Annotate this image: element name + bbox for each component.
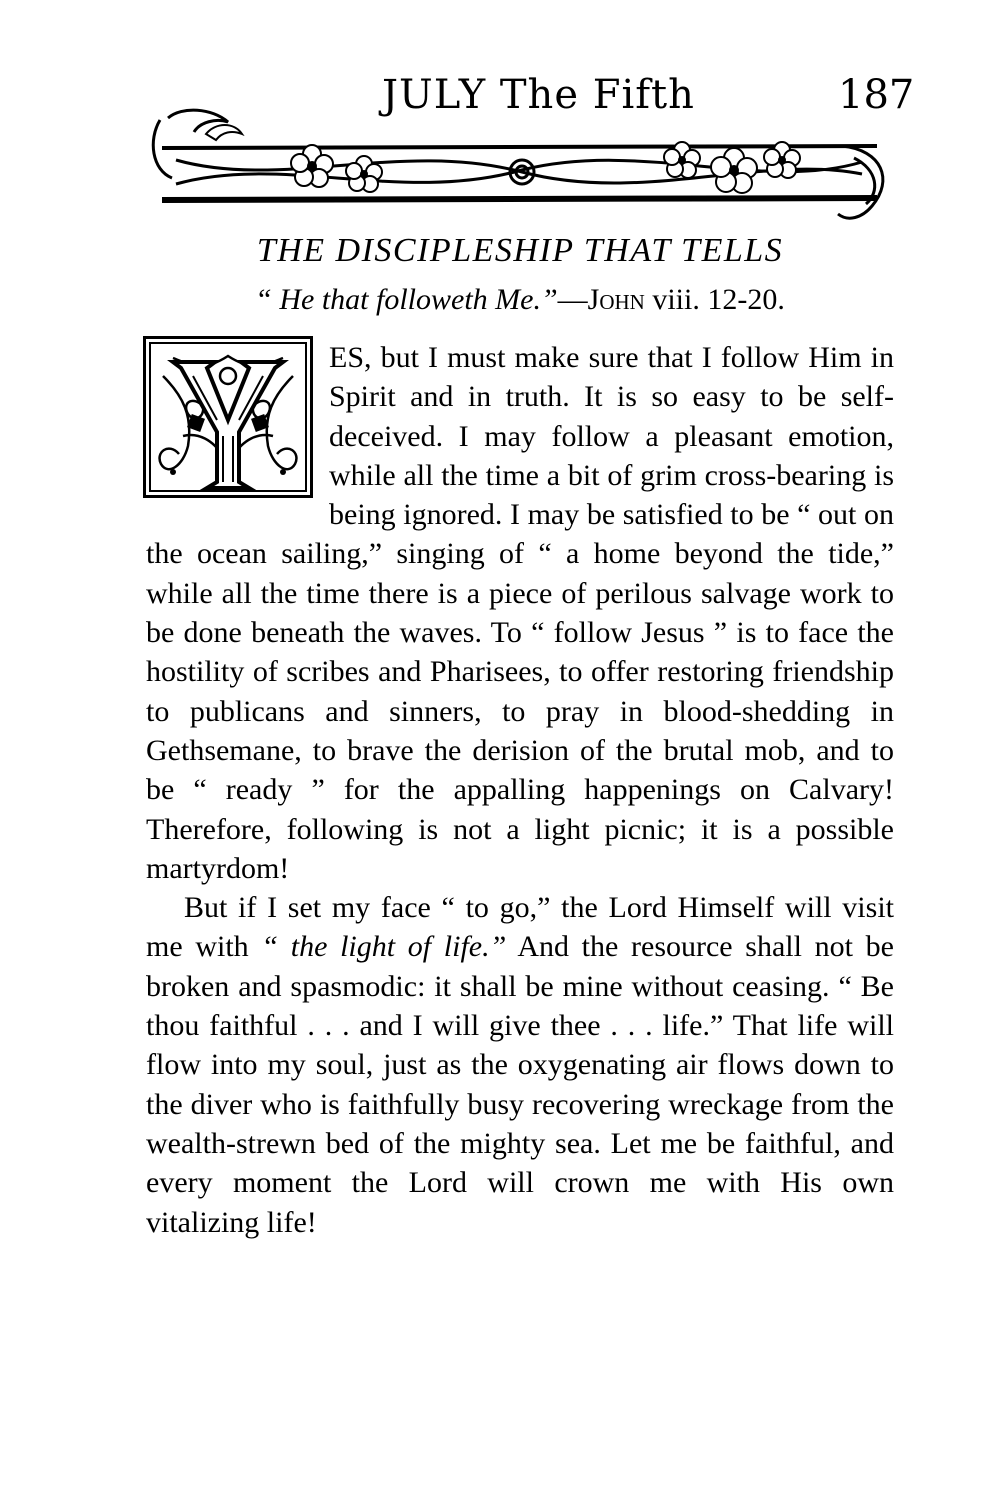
epigraph-reference: viii. 12-20.: [644, 283, 785, 316]
paragraph-2-emphasis: “ the light of life.”: [261, 930, 507, 964]
paragraph-2-text-a: But if I set my face “ to go,” the Lord Himself will visit me with: [146, 891, 894, 964]
paragraph-1-text: ES, but I must make sure that I follow Him in Spirit and in truth. It is so easy to be self-deceived. I may follow a pleasant emotion, while all the time a bit of grim cross-bearing is being ignored. I may be satisfied to be “ out on the ocean sailing,” singing of “ a home beyond the tide,” while all the time there is a piece of perilous salvage work to be done beneath the waves. To “ follow Jesus ” is to face the hostility of scribes and Pharisees, to offer restoring friendship to publicans and sinners, to pray in blood-shedding in Gethsemane, to brave the derision of the brutal mob, and to be “ ready ” for the appalling happenings on Calvary! Therefore, following is not a light picnic; it is a possible martyrdom!: [146, 341, 894, 885]
epigraph-source: John: [587, 283, 645, 316]
paragraph-2: [146, 888, 894, 1242]
floral-headpiece-icon: [142, 100, 898, 240]
paragraph-1: [146, 338, 894, 888]
body-text: [146, 338, 894, 1242]
epigraph-quote: “ He that followeth Me.”: [255, 283, 558, 316]
running-head-title: JULY The Fifth: [382, 72, 695, 118]
paragraph-2-text-b: And the resource shall not be broken and spasmodic: it shall be mine without ceasing. “ Be thou faithful . . . and I will give thee . . . life.” That life will flow into my soul, just as the oxygenating air flows down to the diver who is faithfully busy recovering wreckage from the wealth-strewn bed of the mighty sea. Let me be faithful, and every moment the Lord will crown me with His own vitalizing life!: [146, 930, 894, 1239]
epigraph-dash: —: [557, 283, 588, 316]
epigraph: [146, 283, 894, 317]
section-title: THE DISCIPLESHIP THAT TELLS: [256, 232, 784, 269]
page-number: 187: [838, 72, 915, 118]
